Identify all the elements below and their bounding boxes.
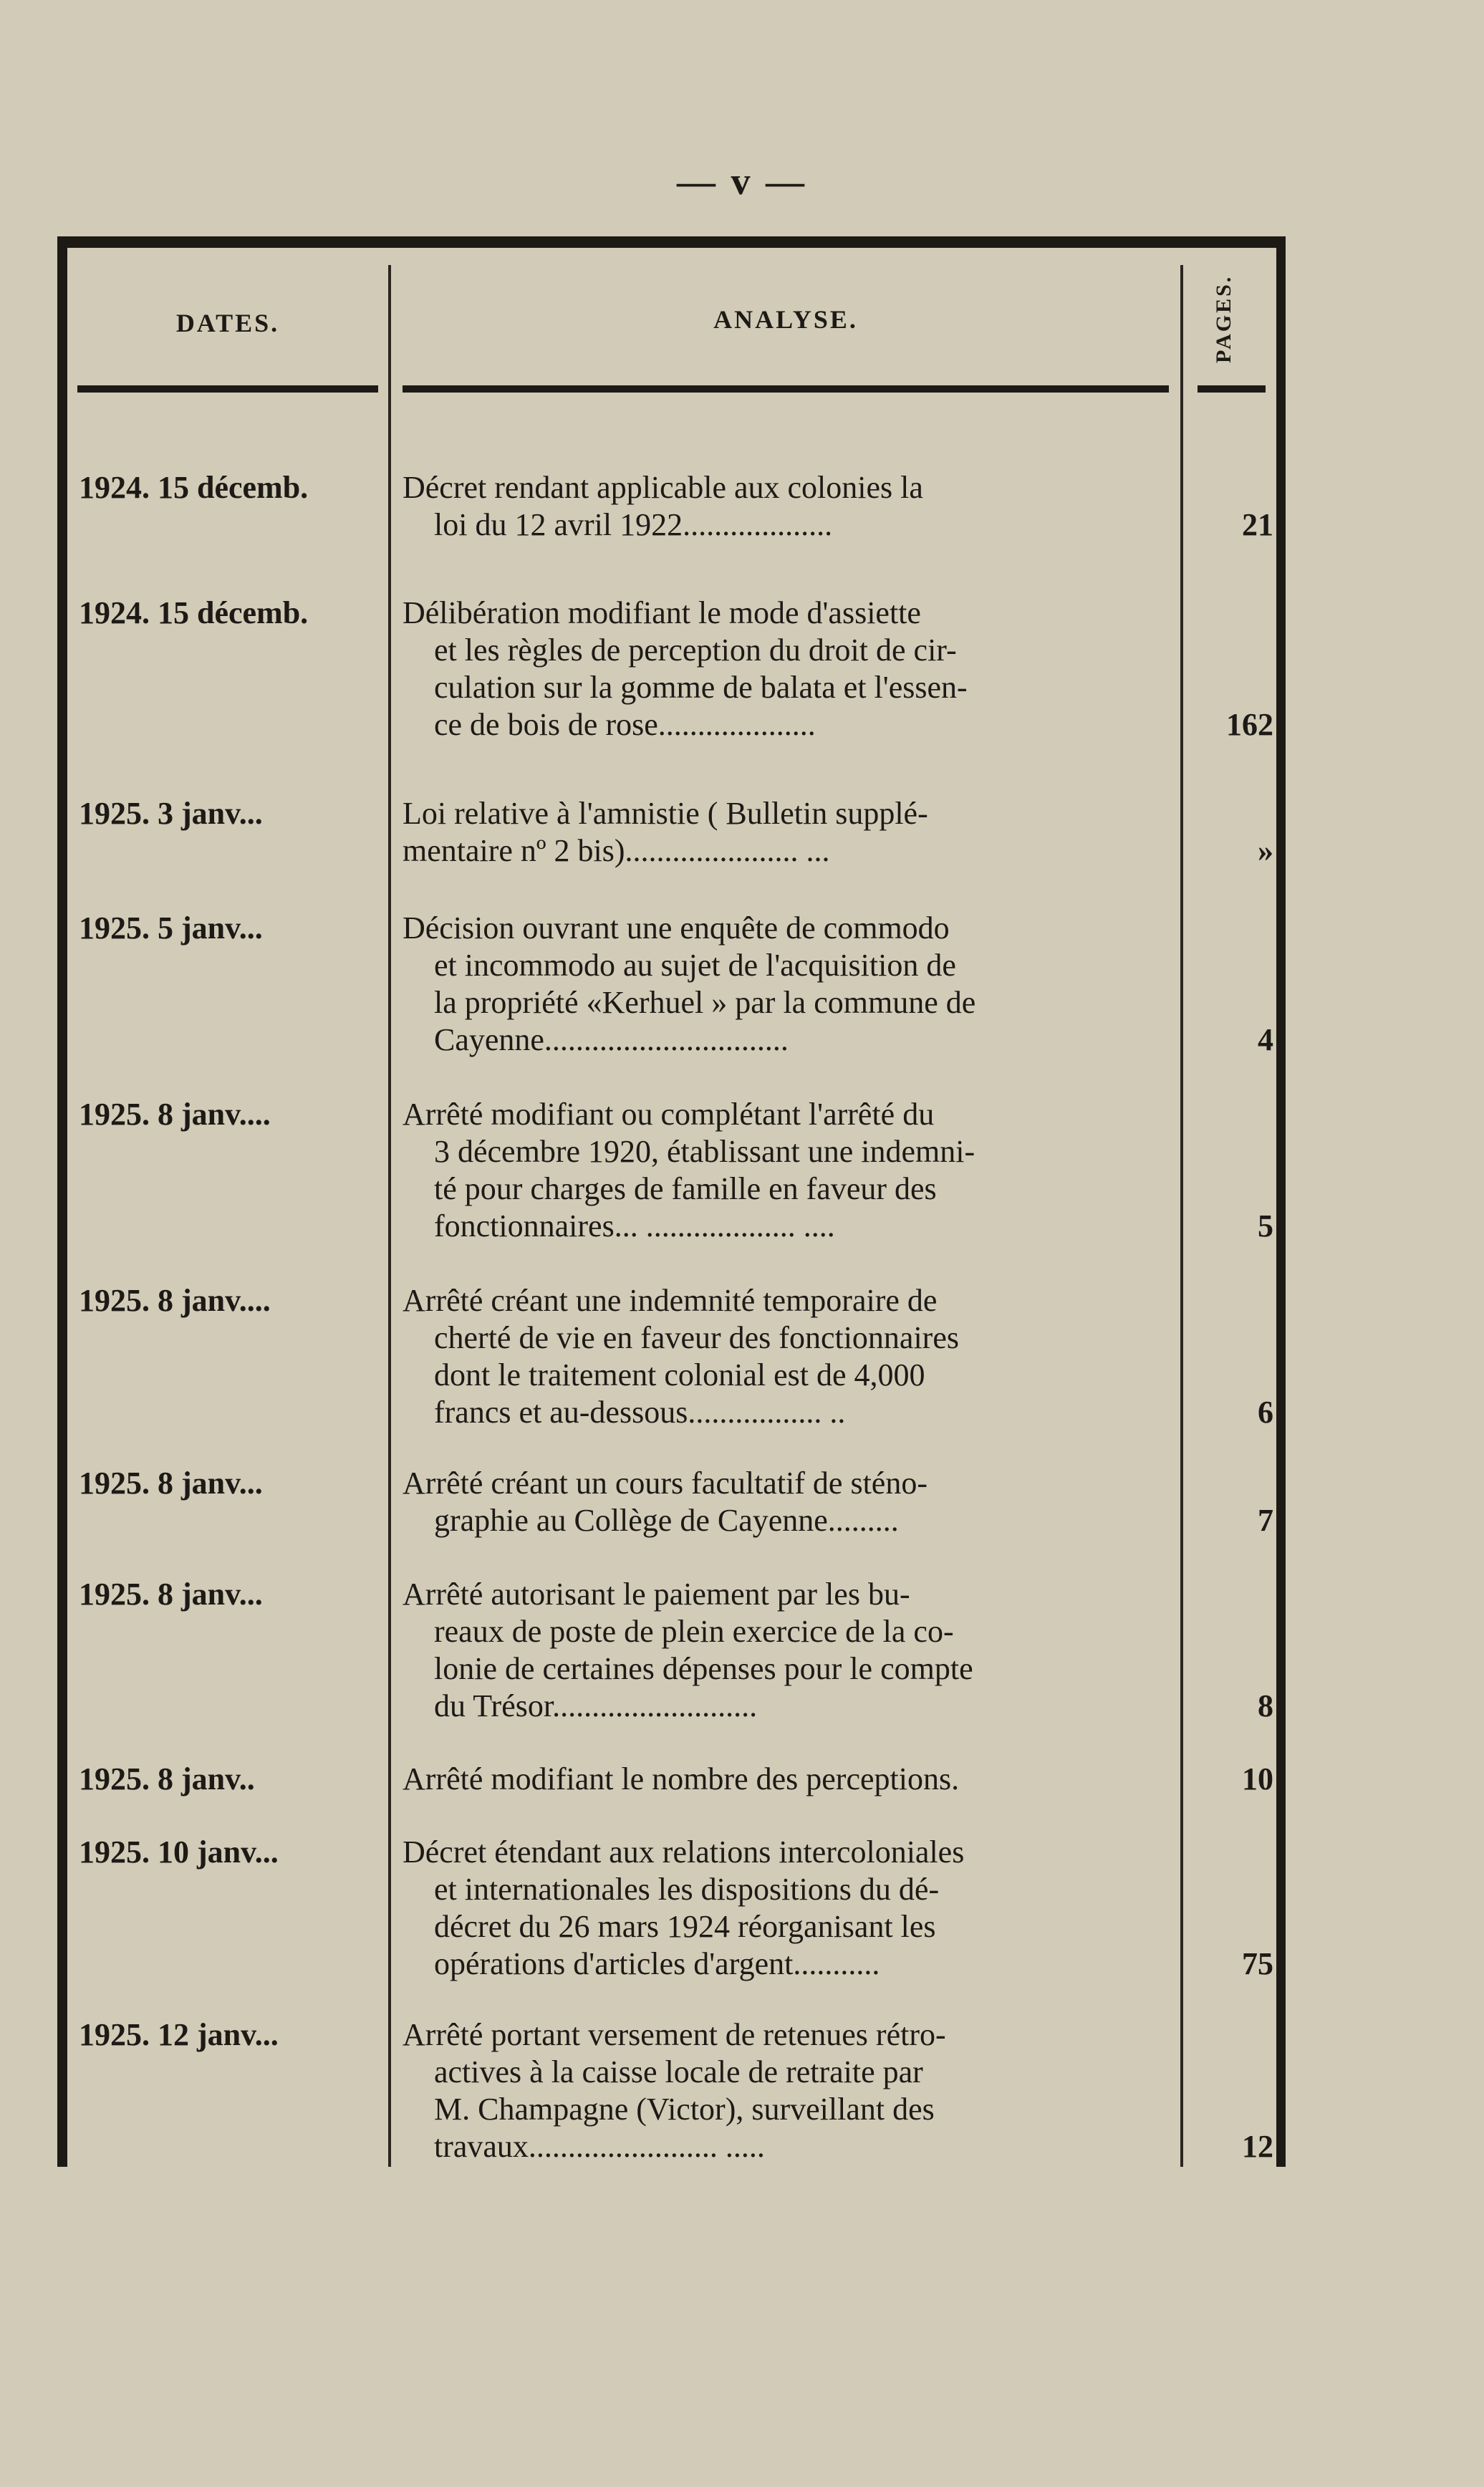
analysis-line: culation sur la gomme de balata et l'essen-: [434, 670, 968, 705]
analysis-line: mentaire nº 2 bis)...................... ...: [403, 833, 830, 868]
analysis-line: Arrêté autorisant le paiement par les bu-: [403, 1577, 910, 1612]
analysis-line: et les règles de perception du droit de cir-: [434, 632, 957, 668]
row-page: 75: [1242, 1946, 1273, 1981]
row-analysis: [403, 1834, 1172, 1983]
analysis-line: cherté de vie en faveur des fonctionnaires: [434, 1320, 959, 1355]
analysis-line: lonie de certaines dépenses pour le compte: [434, 1651, 973, 1686]
row-page: 21: [1242, 507, 1273, 542]
row-date: 1924. 15 décemb.: [79, 595, 309, 630]
analysis-line: graphie au Collège de Cayenne.........: [434, 1503, 899, 1538]
row-page: »: [1258, 833, 1273, 868]
analysis-line: travaux........................ .....: [434, 2129, 765, 2164]
row-date: 1925. 12 janv...: [79, 2017, 279, 2052]
analysis-line: fonctionnaires... ................... ....: [434, 1208, 835, 1244]
analysis-line: té pour charges de famille en faveur des: [434, 1171, 937, 1206]
row-page: 5: [1258, 1208, 1273, 1244]
analysis-line: Loi relative à l'amnistie ( Bulletin supplé-: [403, 796, 928, 831]
analysis-line: Arrêté modifiant le nombre des perceptions.: [403, 1761, 960, 1796]
row-analysis: [403, 2016, 1172, 2165]
row-date: 1925. 8 janv....: [79, 1097, 271, 1132]
row-page: 162: [1226, 707, 1273, 742]
analysis-line: Arrêté portant versement de retenues rétro-: [403, 2017, 946, 2052]
page-number: — v —: [677, 160, 807, 203]
row-analysis: [403, 469, 1172, 544]
table-left-border: [57, 236, 67, 2167]
row-analysis: [403, 1282, 1172, 1431]
analysis-line: reaux de poste de plein exercice de la co-: [434, 1614, 954, 1649]
row-analysis: [403, 595, 1172, 744]
analysis-line: Décret rendant applicable aux colonies la: [403, 470, 923, 505]
analysis-line: la propriété «Kerhuel » par la commune de: [434, 985, 976, 1020]
table-top-rule: [57, 236, 1286, 248]
row-page: 10: [1242, 1761, 1273, 1796]
index-table: [57, 236, 1286, 2167]
analysis-line: et incommodo au sujet de l'acquisition de: [434, 948, 956, 983]
row-analysis: [403, 795, 1172, 870]
row-date: 1925. 8 janv...: [79, 1466, 263, 1501]
row-page: 7: [1258, 1503, 1273, 1538]
analysis-line: M. Champagne (Victor), surveillant des: [434, 2092, 935, 2127]
row-date: 1925. 8 janv..: [79, 1761, 255, 1796]
row-date: 1925. 10 janv...: [79, 1834, 279, 1870]
analysis-line: ce de bois de rose....................: [434, 707, 816, 742]
row-date: 1925. 5 janv...: [79, 910, 263, 946]
row-page: 8: [1258, 1688, 1273, 1723]
analysis-line: Arrêté créant un cours facultatif de sténo-: [403, 1466, 928, 1501]
row-page: 6: [1258, 1395, 1273, 1430]
analysis-line: dont le traitement colonial est de 4,000: [434, 1357, 925, 1392]
analysis-line: Arrêté créant une indemnité temporaire de: [403, 1283, 938, 1318]
analysis-line: Décision ouvrant une enquête de commodo: [403, 910, 950, 946]
row-date: 1924. 15 décemb.: [79, 470, 309, 505]
header-rule-pages: [1198, 385, 1266, 393]
header-rule-analyse: [403, 385, 1169, 393]
analysis-line: actives à la caisse locale de retraite par: [434, 2054, 923, 2089]
row-date: 1925. 8 janv....: [79, 1283, 271, 1318]
analysis-line: 3 décembre 1920, établissant une indemni-: [434, 1134, 975, 1169]
row-analysis: [403, 1576, 1172, 1725]
row-analysis: [403, 910, 1172, 1059]
table-right-border: [1276, 236, 1286, 2167]
header-analyse: ANALYSE.: [713, 305, 858, 334]
analysis-line: Cayenne...............................: [434, 1022, 789, 1057]
row-date: 1925. 3 janv...: [79, 796, 263, 831]
row-analysis: [403, 1096, 1172, 1245]
analysis-line: Arrêté modifiant ou complétant l'arrêté du: [403, 1097, 935, 1132]
row-analysis: [403, 1761, 1172, 1798]
header-pages: PAGES.: [1212, 274, 1235, 363]
header-rule-dates: [77, 385, 378, 393]
row-page: 4: [1258, 1022, 1273, 1057]
analysis-line: opérations d'articles d'argent...........: [434, 1946, 880, 1981]
column-divider-dates: [388, 265, 391, 2167]
analysis-line: francs et au-dessous................. ..: [434, 1395, 846, 1430]
analysis-line: Délibération modifiant le mode d'assiette: [403, 595, 921, 630]
row-date: 1925. 8 janv...: [79, 1577, 263, 1612]
column-divider-pages: [1180, 265, 1183, 2167]
analysis-line: Décret étendant aux relations intercoloniales: [403, 1834, 965, 1870]
row-analysis: [403, 1465, 1172, 1539]
header-dates: DATES.: [175, 309, 280, 337]
analysis-line: et internationales les dispositions du dé-: [434, 1872, 940, 1907]
analysis-line: décret du 26 mars 1924 réorganisant les: [434, 1909, 936, 1944]
row-page: 12: [1242, 2129, 1273, 2164]
analysis-line: loi du 12 avril 1922...................: [434, 507, 833, 542]
analysis-line: du Trésor..........................: [434, 1688, 758, 1723]
